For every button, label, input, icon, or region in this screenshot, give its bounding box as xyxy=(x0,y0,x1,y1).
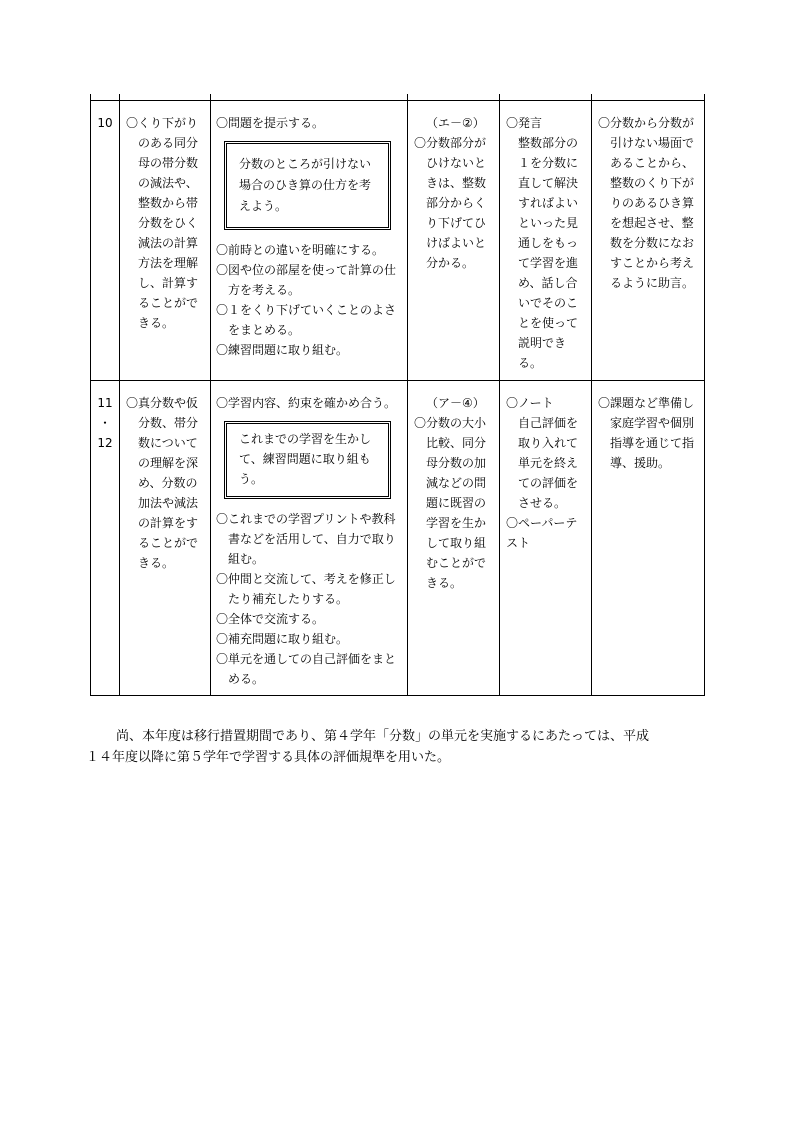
lesson-number-cell xyxy=(91,381,120,696)
assessment-method-cell xyxy=(500,381,592,696)
support-text: 〇課題など準備し家庭学習や個別指導を通じて指導、援助。 xyxy=(598,396,695,470)
objective-text: 〇真分数や仮分数、帯分数についての理解を深め、分数の加法や減法の計算をすることができる。 xyxy=(126,396,199,570)
activity-item: 〇問題を提示する。 xyxy=(216,116,325,130)
footnote-paragraph xyxy=(86,726,704,768)
activity-item: 〇図や位の部屋を使って計算の仕方を考える。 xyxy=(216,263,397,297)
footnote-line: 尚、本年度は移行措置期間であり、第４学年「分数」の単元を実施するにあたっては、平成 xyxy=(116,729,650,744)
objective-cell xyxy=(120,101,211,381)
learning-task-box xyxy=(224,421,391,499)
criterion-text: 〇分数の大小比較、同分母分数の加減などの問題に既習の学習を生かして取り組むことができる。 xyxy=(414,416,487,590)
lesson-number-cell xyxy=(91,101,120,381)
criterion-text: 〇分数部分がひけないときは、整数部分からくり下げてひけばよいと分かる。 xyxy=(414,136,487,270)
lesson-number: 12 xyxy=(97,436,113,450)
method-title: 〇ノート xyxy=(506,396,554,410)
assessment-method-cell xyxy=(500,101,592,381)
criterion-cell xyxy=(408,381,500,696)
learning-task-text: これまでの学習を生かして、練習問題に取り組もう。 xyxy=(239,432,372,486)
criterion-cell xyxy=(408,101,500,381)
lesson-plan-table xyxy=(90,94,705,696)
table-row xyxy=(91,101,705,381)
learning-task-text: 分数のところが引けない場合のひき算の仕方を考えよう。 xyxy=(239,157,372,213)
activity-item: 〇前時との違いを明確にする。 xyxy=(216,243,385,257)
lesson-number: 11 xyxy=(97,396,113,410)
activities-cell xyxy=(211,101,408,381)
activity-item: 〇１をくり下げていくことのよさをまとめる。 xyxy=(216,303,397,337)
objective-text: 〇くり下がりのある同分母の帯分数の減法や、整数から帯分数をひく減法の計算方法を理解し、計算することができる。 xyxy=(126,116,199,330)
criterion-code: （ア－④） xyxy=(426,396,485,410)
learning-task-box xyxy=(224,141,391,230)
method-text: 整数部分の１を分数に直して解決すればよいといった見通しをもって学習を進め、話し合いでそのことを使って説明できる。 xyxy=(518,136,579,370)
activity-item: 〇これまでの学習プリントや教科書などを活用して、自力で取り組む。 xyxy=(216,512,396,566)
table-row xyxy=(91,381,705,696)
activity-item: 〇全体で交流する。 xyxy=(216,612,325,626)
support-text: 〇分数から分数が引けない場面であることから、整数のくり下がりのあるひき算を想起させ、整数を分数になおすことから考えるように助言。 xyxy=(598,116,695,290)
support-cell xyxy=(592,381,705,696)
activity-item: 〇練習問題に取り組む。 xyxy=(216,343,349,357)
method-title: 〇ペーパーテスト xyxy=(506,516,578,550)
footnote-line: １４年度以降に第５学年で学習する具体の評価規準を用いた。 xyxy=(86,750,451,765)
activities-cell xyxy=(211,381,408,696)
criterion-code: （エ－②） xyxy=(426,116,485,130)
activity-item: 〇学習内容、約束を確かめ合う。 xyxy=(216,396,397,410)
lesson-number-separator: ・ xyxy=(98,416,111,430)
activity-item: 〇補充問題に取り組む。 xyxy=(216,632,349,646)
objective-cell xyxy=(120,381,211,696)
activity-item: 〇単元を通しての自己評価をまとめる。 xyxy=(216,652,397,686)
method-title: 〇発言 xyxy=(506,116,543,130)
activity-item: 〇仲間と交流して、考えを修正したり補充したりする。 xyxy=(216,572,396,606)
method-text: 自己評価を取り入れて単元を終えての評価をさせる。 xyxy=(518,416,579,510)
lesson-number: 10 xyxy=(97,116,113,130)
support-cell xyxy=(592,101,705,381)
